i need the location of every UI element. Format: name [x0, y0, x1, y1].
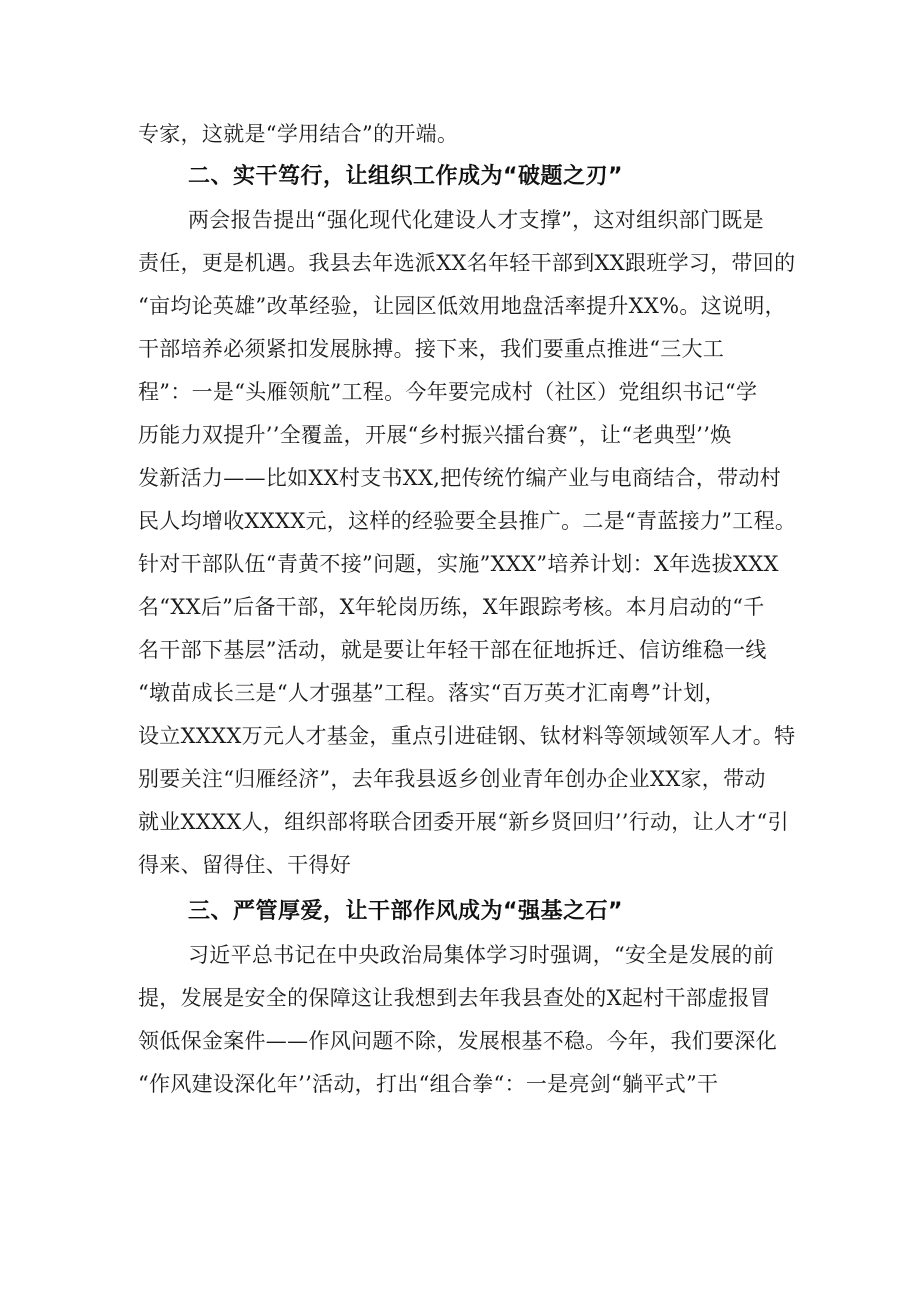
- body-text-line: 习近平总书记在中央政治局集体学习时强调，“安全是发展的前: [188, 943, 775, 967]
- body-text-line: 名“XX后”后备干部，X年轮岗历练，X年跟踪考核。本月启动的“千: [138, 595, 765, 619]
- body-text-line: 民人均增收XXXX元，这样的经验要全县推广。二是“青蓝接力”工程。: [138, 509, 797, 533]
- body-text-line: 领低保金案件——作风问题不除，发展根基不稳。今年，我们要深化: [138, 1029, 777, 1053]
- body-text-line: 两会报告提出“强化现代化建设人才支撑”，这对组织部门既是: [188, 208, 764, 232]
- body-text-line: “作风建设深化年’’活动，打出“组合拳“：一是亮剑“躺平式”干: [138, 1072, 719, 1096]
- body-text-line: 程”：一是“头雁领航”工程。今年要完成村（社区）党组织书记“学: [138, 380, 758, 404]
- body-text-line: “墩苗成长三是“人才强基”工程。落实“百万英才汇南粤”计划，: [138, 681, 726, 705]
- section-heading-2: 二、实干笃行，让组织工作成为“破题之刃”: [188, 164, 623, 189]
- body-text-line: 提，发展是安全的保障这让我想到去年我县查处的X起村干部虚报冒: [138, 986, 771, 1010]
- body-text-line: 设立XXXX万元人才基金，重点引进硅钢、钛材料等领域领军人才。特: [138, 724, 796, 748]
- body-text-line: 就业XXXX人，组织部将联合团委开展“新乡贤回归’’行动，让人才“引: [138, 810, 789, 834]
- body-text-line: 责任，更是机遇。我县去年选派XX名年轻干部到XX跟班学习，带回的: [138, 251, 796, 275]
- body-text-line: 针对干部队伍“青黄不接”问题，实施”XXX”培养计划：X年选拔XXX: [138, 552, 779, 576]
- body-text-line: 发新活力——比如XX村支书XX,把传统竹编产业与电商结合，带动村: [138, 466, 782, 490]
- body-text-line: 专家，这就是“学用结合”的开端。: [138, 122, 459, 146]
- body-text-line: 历能力双提升’’全覆盖，开展“乡村振兴擂台赛”，让“老典型’’焕: [138, 423, 732, 447]
- body-text-line: 别要关注“归雁经济”，去年我县返乡创业青年创办企业XX家，带动: [138, 767, 766, 791]
- section-heading-3: 三、严管厚爱，让干部作风成为“强基之石”: [188, 899, 623, 924]
- body-text-line: 干部培养必须紧扣发展脉搏。接下来，我们要重点推进“三大工: [138, 337, 725, 361]
- body-text-line: “亩均论英雄”改革经验，让园区低效用地盘活率提升XX%。这说明，: [138, 294, 786, 318]
- body-text-line: 得来、留得住、干得好: [138, 853, 351, 877]
- body-text-line: 名干部下基层”活动，就是要让年轻干部在征地拆迁、信访维稳一线: [138, 638, 767, 662]
